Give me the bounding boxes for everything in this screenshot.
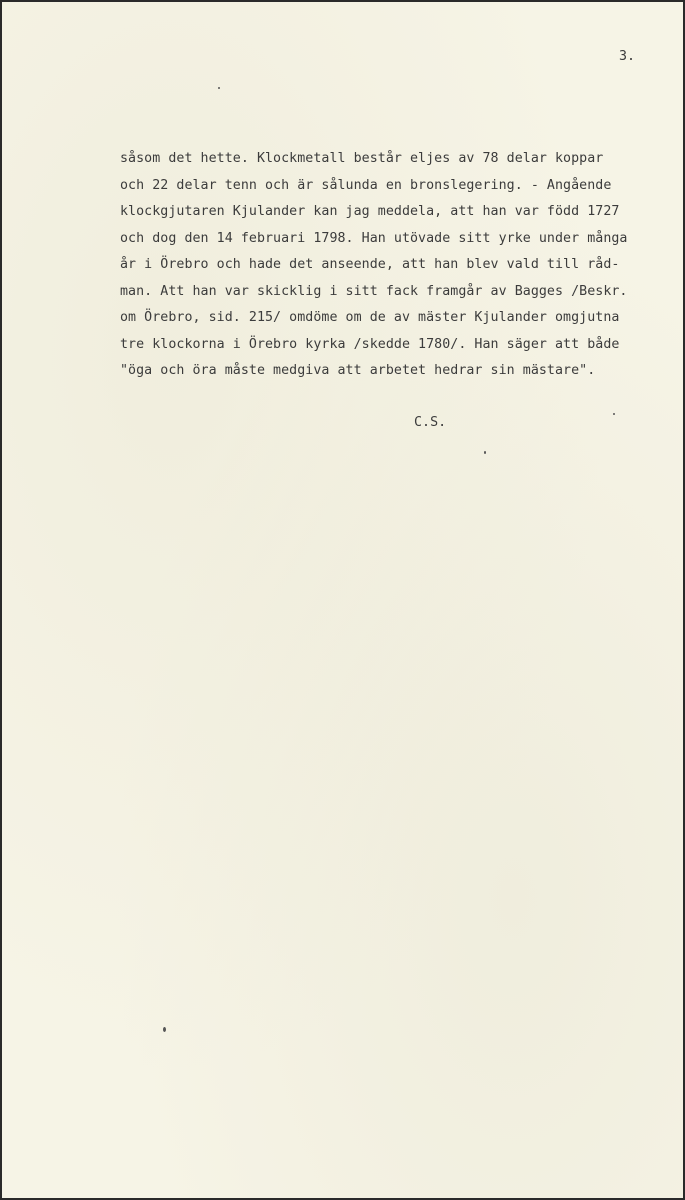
text-line: och dog den 14 februari 1798. Han utövade sitt yrke under många: [120, 230, 628, 246]
text-line: tre klockorna i Örebro kyrka /skedde 1780/. Han säger att både: [120, 336, 620, 352]
ink-speck: [163, 1027, 166, 1032]
text-line: år i Örebro och hade det anseende, att han blev vald till råd-: [120, 257, 620, 272]
ink-speck: [484, 451, 486, 454]
page-number: 3.: [619, 49, 636, 64]
text-line: man. Att han var skicklig i sitt fack framgår av Bagges /Beskr.: [120, 283, 628, 299]
text-line: och 22 delar tenn och är sålunda en bronslegering. - Angående: [120, 177, 612, 193]
signature: C.S.: [414, 415, 447, 430]
text-line: "öga och öra måste medgiva att arbetet hedrar sin mästare".: [120, 363, 596, 378]
ink-speck: [218, 87, 220, 89]
text-line: klockgjutaren Kjulander kan jag meddela, att han var född 1727: [120, 204, 620, 219]
ink-speck: [613, 413, 615, 415]
body-text: [120, 149, 660, 388]
text-line: såsom det hette. Klockmetall består eljes av 78 delar koppar: [120, 151, 604, 166]
text-line: om Örebro, sid. 215/ omdöme om de av mäster Kjulander omgjutna: [120, 310, 620, 325]
